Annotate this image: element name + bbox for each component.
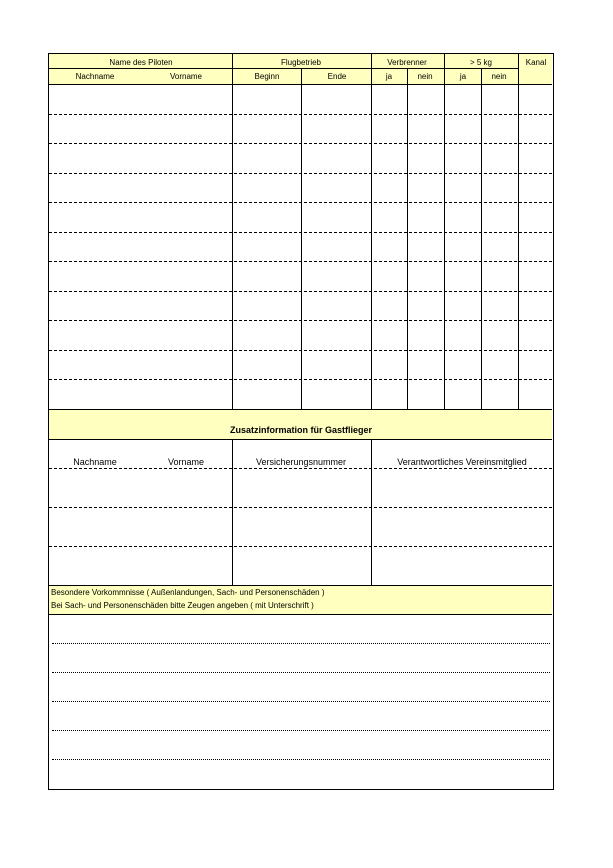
guest-header-firstname: Vorname — [167, 457, 205, 467]
incident-line — [52, 759, 550, 760]
pilot-row[interactable] — [49, 202, 552, 232]
subheader-firstname: Vorname — [169, 72, 203, 81]
guest-title-bottom — [49, 439, 552, 440]
header-weight: > 5 kg — [469, 58, 493, 67]
pilot-row[interactable] — [49, 232, 552, 262]
pilot-row[interactable] — [49, 173, 552, 203]
pilot-row[interactable] — [49, 114, 552, 144]
incident-line — [52, 730, 550, 731]
guest-title: Zusatzinformation für Gastflieger — [229, 425, 373, 435]
pilot-row[interactable] — [49, 350, 552, 380]
pilot-row[interactable] — [49, 261, 552, 291]
subheader-weight-yes: ja — [459, 72, 467, 81]
incident-line — [52, 701, 550, 702]
subheader-end: Ende — [327, 72, 347, 81]
header-channel: Kanal — [525, 58, 547, 67]
subheader-engine-yes: ja — [385, 72, 393, 81]
pilot-row[interactable] — [49, 291, 552, 321]
pilot-row[interactable] — [49, 143, 552, 173]
subheader-lastname: Nachname — [75, 72, 115, 81]
header-divider — [49, 68, 518, 69]
pilot-row[interactable] — [49, 320, 552, 350]
incidents-header-bottom — [49, 614, 552, 615]
incident-line — [52, 672, 550, 673]
incidents-line-2: Bei Sach- und Personenschäden bitte Zeugen angeben ( mit Unterschrift ) — [51, 601, 314, 610]
pilot-row[interactable] — [49, 84, 552, 114]
flight-log-form — [48, 53, 554, 790]
pilot-row[interactable] — [49, 379, 552, 409]
guest-row[interactable] — [49, 546, 552, 585]
guest-header-lastname: Nachname — [73, 457, 117, 467]
header-pilot-name: Name des Piloten — [109, 58, 173, 67]
incident-line — [52, 643, 550, 644]
header-engine: Verbrenner — [387, 58, 427, 67]
header-flight-operation: Flugbetrieb — [280, 58, 322, 67]
incidents-line-1: Besondere Vorkommnisse ( Außenlandungen, Sach- und Personenschäden ) — [51, 588, 325, 597]
guest-row[interactable] — [49, 468, 552, 507]
guest-header-member: Verantwortliches Vereinsmitglied — [397, 457, 527, 467]
subheader-weight-no: nein — [491, 72, 507, 81]
guest-row[interactable] — [49, 507, 552, 546]
guest-header-insurance: Versicherungsnummer — [255, 457, 347, 467]
subheader-engine-no: nein — [417, 72, 433, 81]
subheader-begin: Beginn — [254, 72, 280, 81]
